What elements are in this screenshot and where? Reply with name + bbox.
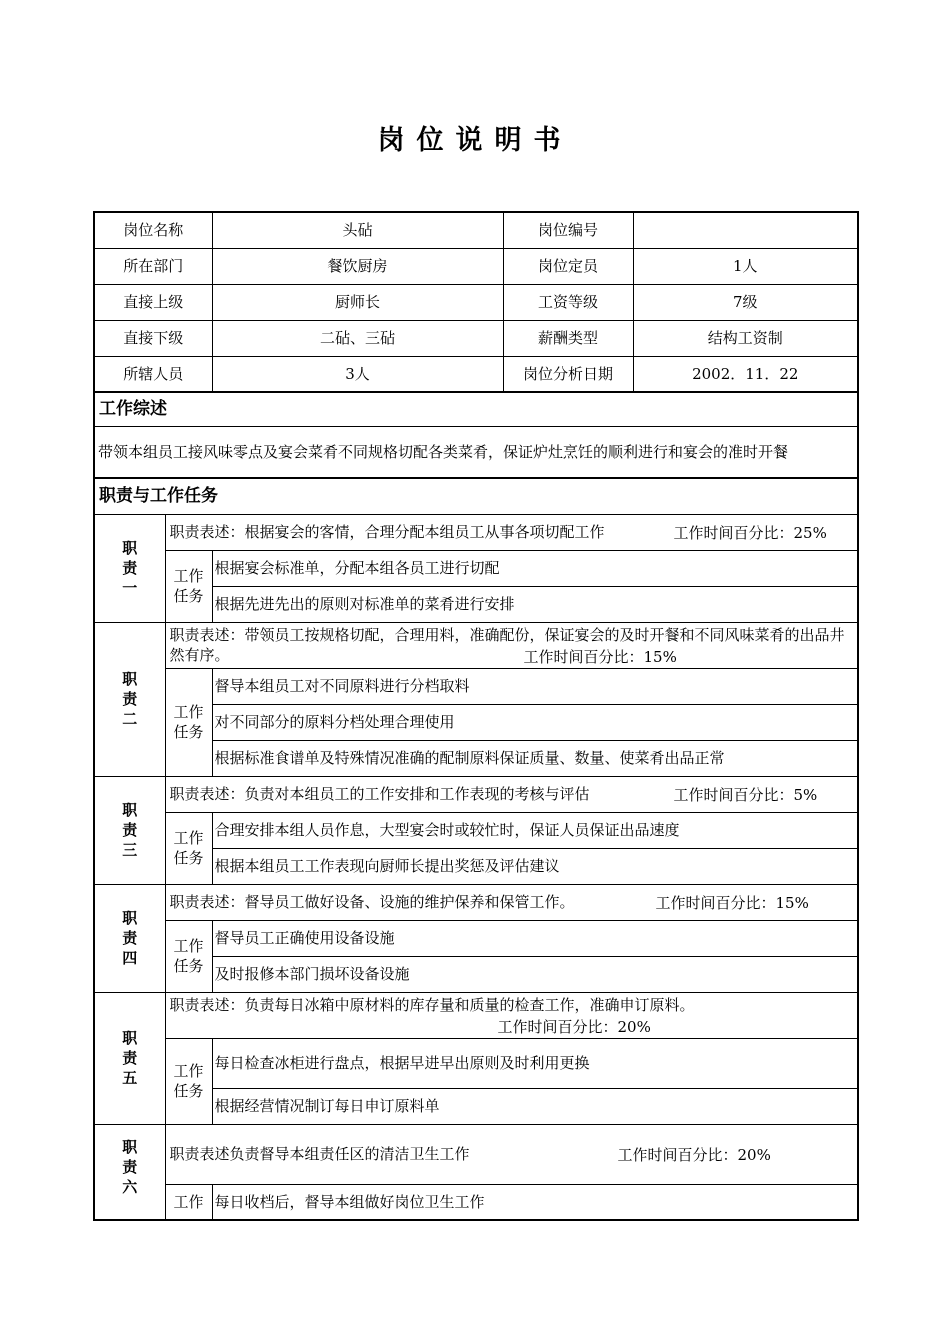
duty-label: 职 责 六 (94, 1124, 165, 1220)
duty-statement-text: 职责表述：督导员工做好设备、设施的维护保养和保管工作。 (169, 893, 575, 911)
duty-percent: 工作时间百分比：20% (617, 1145, 771, 1164)
task-label: 工作 任务 (165, 668, 212, 776)
duty-statement-text: 职责表述：负责对本组员工的工作安排和工作表现的考核与评估 (169, 785, 590, 803)
duty-percent: 工作时间百分比：15% (523, 647, 677, 666)
duty-statement-text: 职责表述：负责每日冰箱中原材料的库存量和质量的检查工作，准确申订原料。 (169, 995, 695, 1014)
task-label: 工作 任务 (165, 920, 212, 992)
info-value: 结构工资制 (633, 320, 858, 356)
task-label: 工作 (165, 1184, 212, 1220)
info-label: 岗位分析日期 (503, 356, 633, 392)
duties-heading: 职责与工作任务 (94, 478, 858, 514)
task-label: 工作 任务 (165, 550, 212, 622)
task-item: 根据经营情况制订每日申订原料单 (212, 1088, 858, 1124)
task-item: 合理安排本组人员作息，大型宴会时或较忙时，保证人员保证出品速度 (212, 812, 858, 848)
duty-statement-row (94, 992, 858, 1038)
info-row (94, 212, 858, 248)
info-label: 薪酬类型 (503, 320, 633, 356)
task-item: 根据本组员工工作表现向厨师长提出奖惩及评估建议 (212, 848, 858, 884)
task-item: 对不同部分的原料分档处理合理使用 (212, 704, 858, 740)
duty-statement-row (94, 884, 858, 920)
info-value: 7级 (633, 284, 858, 320)
duty-percent: 工作时间百分比：5% (673, 785, 818, 804)
info-row (94, 284, 858, 320)
info-label: 工资等级 (503, 284, 633, 320)
info-label: 直接下级 (94, 320, 212, 356)
info-row (94, 320, 858, 356)
duty-label: 职 责 三 (94, 776, 165, 884)
duty-statement (165, 884, 858, 920)
info-label: 岗位定员 (503, 248, 633, 284)
info-value: 2002．11．22 (633, 356, 858, 392)
task-item: 根据宴会标准单，分配本组各员工进行切配 (212, 550, 858, 586)
task-item: 督导本组员工对不同原料进行分档取料 (212, 668, 858, 704)
duty-statement-row (94, 776, 858, 812)
task-item: 根据标准食谱单及特殊情况准确的配制原料保证质量、数量、使菜肴出品正常 (212, 740, 858, 776)
info-value: 二砧、三砧 (212, 320, 503, 356)
info-label: 所辖人员 (94, 356, 212, 392)
info-label: 直接上级 (94, 284, 212, 320)
duty-statement-text: 职责表述：根据宴会的客情，合理分配本组员工从事各项切配工作 (169, 523, 605, 541)
info-value: 1人 (633, 248, 858, 284)
duty-statement-text: 职责表述负责督导本组责任区的清洁卫生工作 (169, 1145, 470, 1163)
task-item: 及时报修本部门损坏设备设施 (212, 956, 858, 992)
duty-label: 职 责 一 (94, 514, 165, 622)
task-label: 工作 任务 (165, 1038, 212, 1124)
duty-percent: 工作时间百分比：20% (497, 1017, 651, 1036)
task-item: 督导员工正确使用设备设施 (212, 920, 858, 956)
duty-statement-row (94, 514, 858, 550)
task-item: 每日收档后，督导本组做好岗位卫生工作 (212, 1184, 858, 1220)
duty-label: 职 责 四 (94, 884, 165, 992)
info-value: 3人 (212, 356, 503, 392)
duty-statement (165, 776, 858, 812)
duty-statement-row (94, 622, 858, 668)
duty-statement (165, 1124, 858, 1184)
info-row (94, 356, 858, 392)
info-value: 厨师长 (212, 284, 503, 320)
summary-text: 带领本组员工接风味零点及宴会菜肴不同规格切配各类菜肴，保证炉灶烹饪的顺利进行和宴会的准时开餐 (94, 426, 858, 478)
duty-percent: 工作时间百分比：25% (673, 523, 827, 542)
duty-statement (165, 992, 858, 1038)
info-label: 岗位名称 (94, 212, 212, 248)
info-label: 岗位编号 (503, 212, 633, 248)
duty-label: 职 责 二 (94, 622, 165, 776)
duty-statement (165, 514, 858, 550)
job-description-table (93, 211, 859, 1221)
task-label: 工作 任务 (165, 812, 212, 884)
document-title: 岗位说明书 (377, 125, 573, 156)
duty-statement (165, 622, 858, 668)
duty-statement-text: 职责表述：带领员工按规格切配，合理用料，准确配份，保证宴会的及时开餐和不同风味菜肴的出品井然有序。 (169, 625, 845, 664)
task-item: 每日检查冰柜进行盘点，根据早进早出原则及时利用更换 (212, 1038, 858, 1088)
summary-heading: 工作综述 (94, 392, 858, 426)
info-row (94, 248, 858, 284)
duty-label: 职 责 五 (94, 992, 165, 1124)
info-label: 所在部门 (94, 248, 212, 284)
info-value: 头砧 (212, 212, 503, 248)
info-value (633, 212, 858, 248)
info-value: 餐饮厨房 (212, 248, 503, 284)
duty-statement-row (94, 1124, 858, 1184)
duty-percent: 工作时间百分比：15% (655, 893, 809, 912)
task-item: 根据先进先出的原则对标准单的菜肴进行安排 (212, 586, 858, 622)
